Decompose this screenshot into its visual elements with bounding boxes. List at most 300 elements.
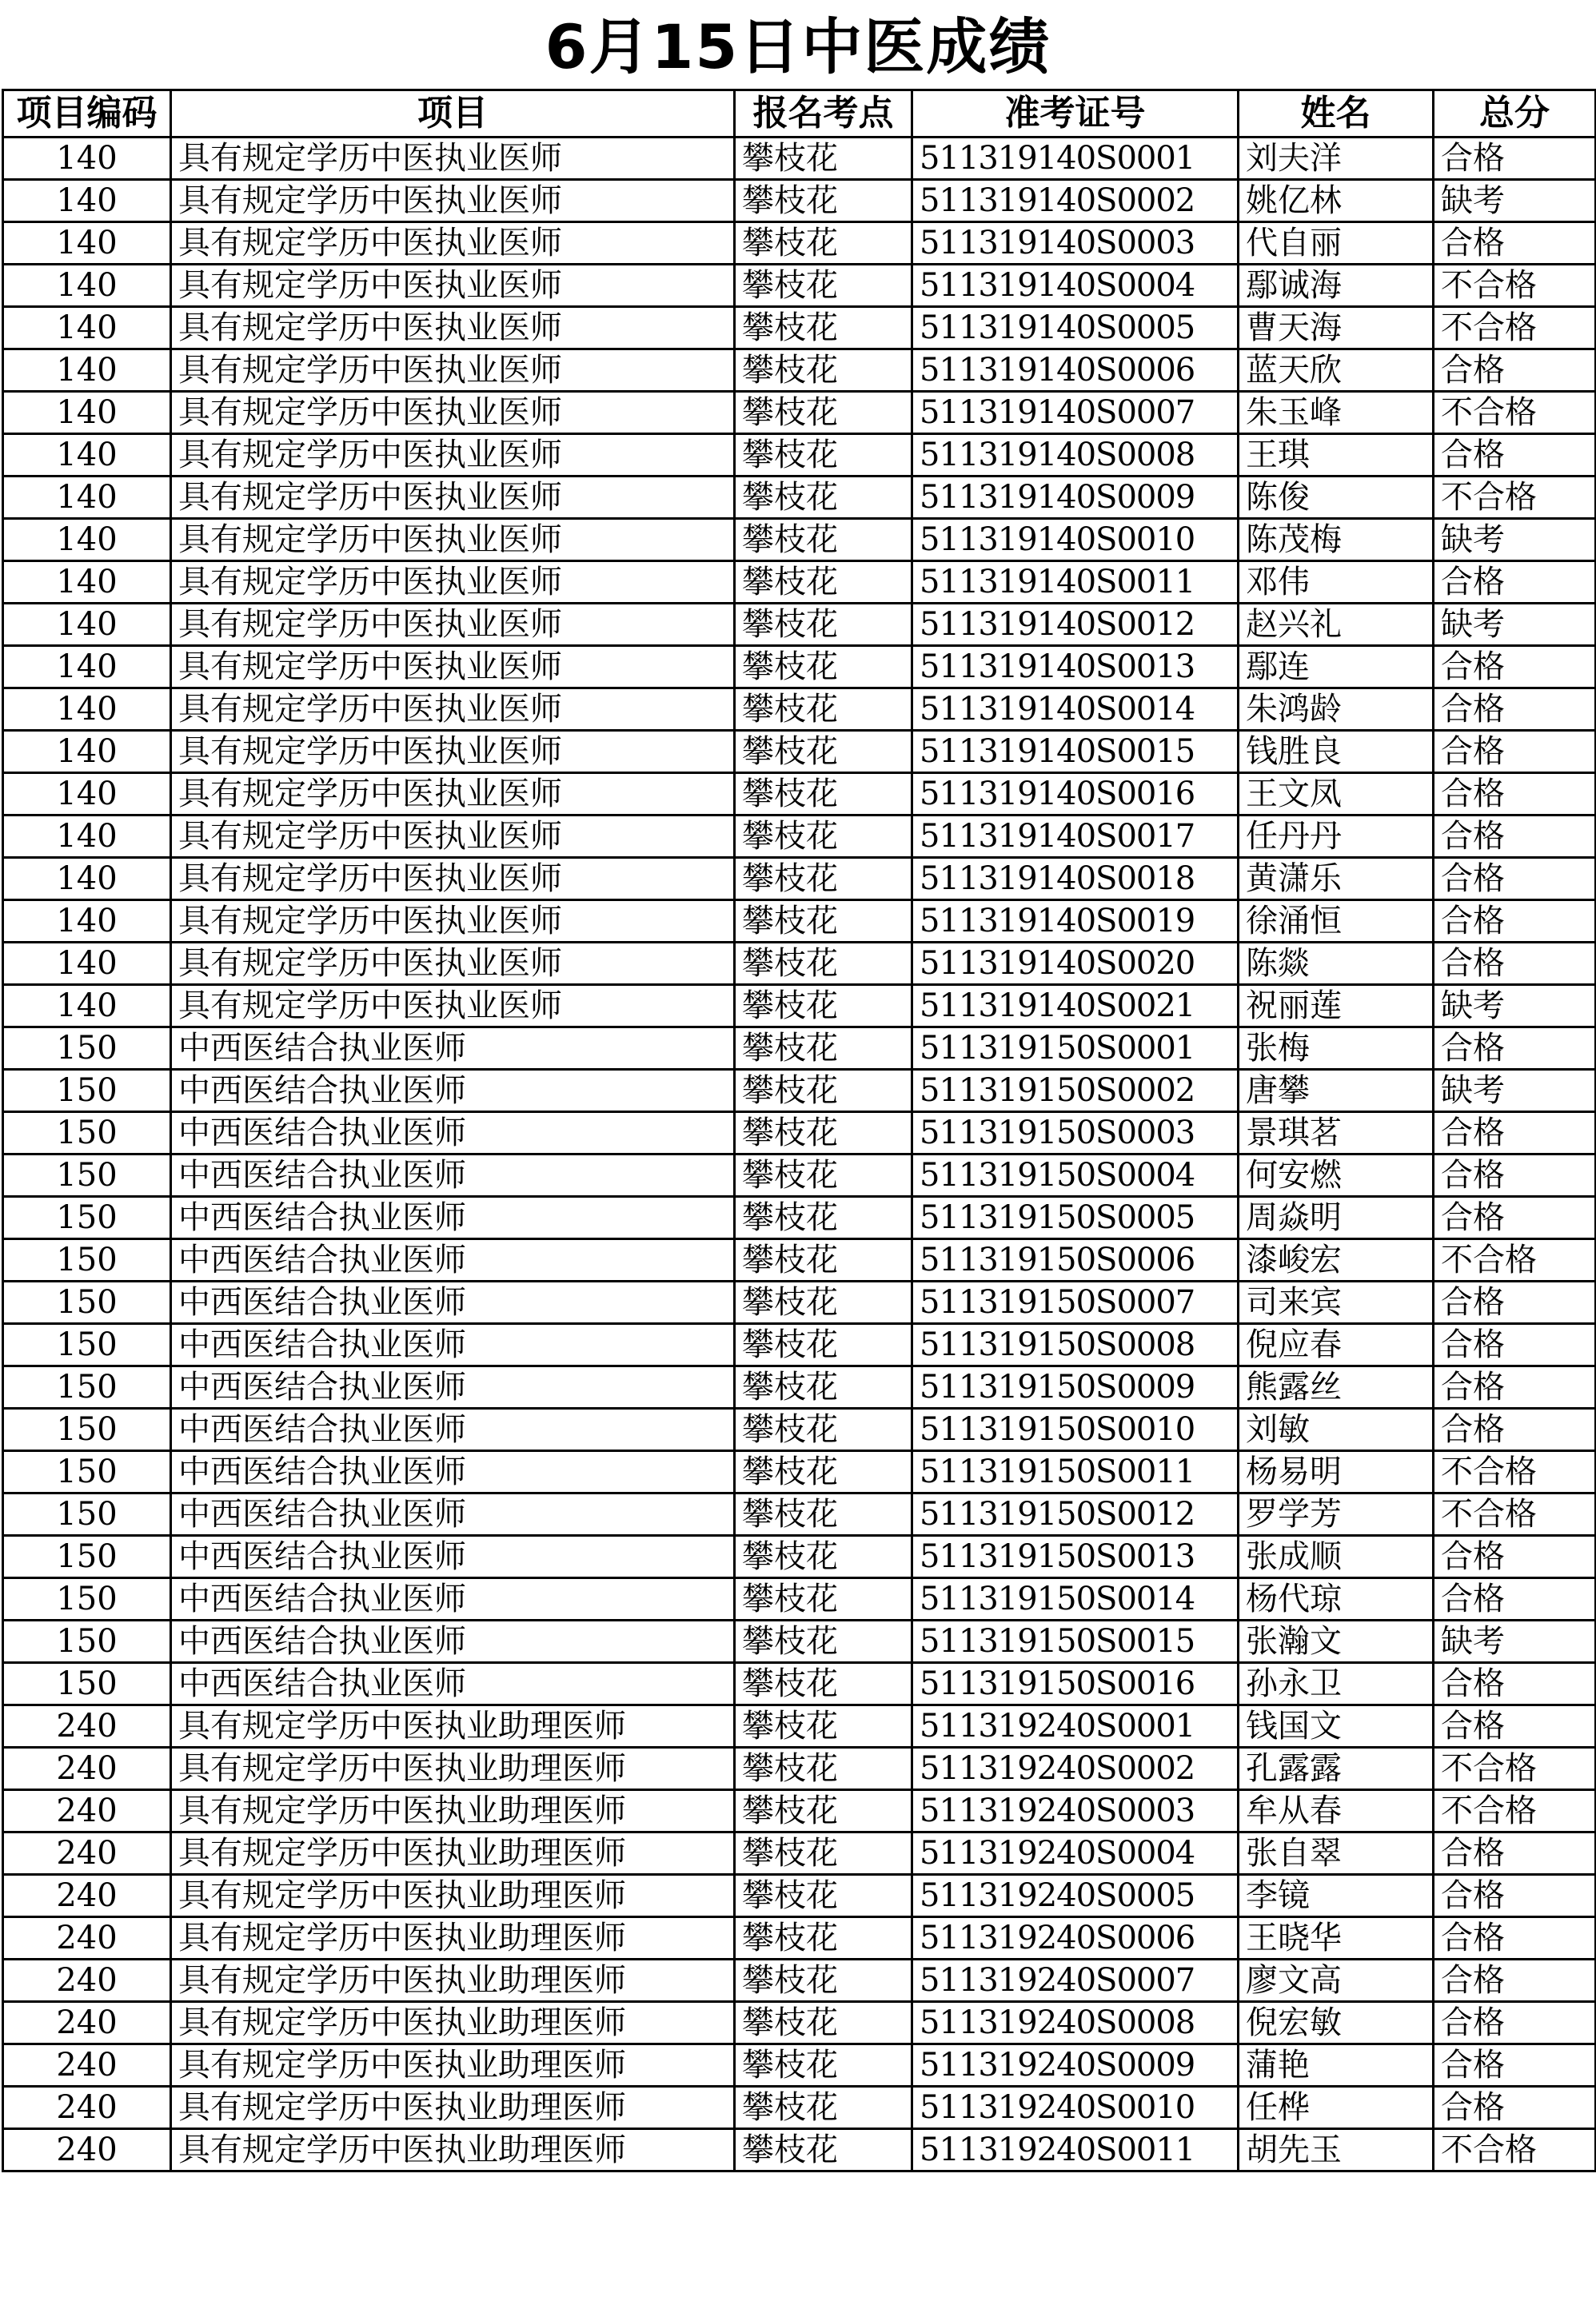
cell-result: 合格	[1434, 138, 1596, 180]
cell-result: 合格	[1434, 943, 1596, 985]
table-row	[3, 1875, 1596, 1917]
cell-site: 攀枝花	[735, 561, 912, 604]
cell-result: 合格	[1434, 1409, 1596, 1451]
column-header-score: 总分	[1434, 90, 1596, 138]
cell-ticket-number: 511319150S0012	[912, 1493, 1239, 1536]
cell-code: 140	[3, 773, 171, 816]
table-row	[3, 943, 1596, 985]
cell-code: 140	[3, 604, 171, 646]
cell-ticket-number: 511319140S0001	[912, 138, 1239, 180]
cell-site: 攀枝花	[735, 1197, 912, 1239]
cell-ticket-number: 511319240S0011	[912, 2129, 1239, 2171]
table-row	[3, 816, 1596, 858]
cell-site: 攀枝花	[735, 1366, 912, 1409]
cell-result: 不合格	[1434, 1451, 1596, 1493]
cell-item: 中西医结合执业医师	[171, 1324, 735, 1366]
cell-ticket-number: 511319150S0001	[912, 1027, 1239, 1070]
cell-ticket-number: 511319140S0010	[912, 519, 1239, 561]
cell-code: 240	[3, 1748, 171, 1790]
cell-name: 钱国文	[1239, 1705, 1434, 1748]
cell-name: 孔露露	[1239, 1748, 1434, 1790]
cell-result: 缺考	[1434, 1070, 1596, 1112]
cell-name: 唐攀	[1239, 1070, 1434, 1112]
cell-code: 150	[3, 1409, 171, 1451]
cell-ticket-number: 511319140S0005	[912, 307, 1239, 349]
cell-name: 刘敏	[1239, 1409, 1434, 1451]
cell-code: 150	[3, 1027, 171, 1070]
cell-site: 攀枝花	[735, 773, 912, 816]
cell-item: 具有规定学历中医执业医师	[171, 519, 735, 561]
column-header-site: 报名考点	[735, 90, 912, 138]
cell-ticket-number: 511319140S0012	[912, 604, 1239, 646]
table-row	[3, 2044, 1596, 2087]
cell-site: 攀枝花	[735, 943, 912, 985]
cell-name: 牟从春	[1239, 1790, 1434, 1832]
cell-result: 合格	[1434, 731, 1596, 773]
cell-result: 合格	[1434, 1112, 1596, 1154]
table-row	[3, 1790, 1596, 1832]
cell-code: 150	[3, 1451, 171, 1493]
cell-code: 140	[3, 816, 171, 858]
cell-site: 攀枝花	[735, 1451, 912, 1493]
cell-ticket-number: 511319140S0018	[912, 858, 1239, 900]
cell-site: 攀枝花	[735, 1027, 912, 1070]
cell-site: 攀枝花	[735, 1154, 912, 1197]
cell-ticket-number: 511319150S0016	[912, 1663, 1239, 1705]
cell-site: 攀枝花	[735, 1832, 912, 1875]
cell-name: 陈茂梅	[1239, 519, 1434, 561]
cell-site: 攀枝花	[735, 2129, 912, 2171]
cell-ticket-number: 511319240S0009	[912, 2044, 1239, 2087]
cell-name: 倪宏敏	[1239, 2002, 1434, 2044]
cell-item: 具有规定学历中医执业助理医师	[171, 2044, 735, 2087]
table-row	[3, 1663, 1596, 1705]
cell-item: 具有规定学历中医执业医师	[171, 349, 735, 392]
column-header-code: 项目编码	[3, 90, 171, 138]
cell-result: 合格	[1434, 222, 1596, 265]
cell-ticket-number: 511319140S0003	[912, 222, 1239, 265]
cell-code: 240	[3, 1917, 171, 1960]
cell-ticket-number: 511319140S0007	[912, 392, 1239, 434]
cell-name: 朱鸿龄	[1239, 688, 1434, 731]
cell-name: 周焱明	[1239, 1197, 1434, 1239]
cell-ticket-number: 511319240S0007	[912, 1960, 1239, 2002]
cell-code: 240	[3, 2002, 171, 2044]
table-row	[3, 1197, 1596, 1239]
cell-site: 攀枝花	[735, 985, 912, 1027]
cell-site: 攀枝花	[735, 1536, 912, 1578]
cell-site: 攀枝花	[735, 477, 912, 519]
cell-site: 攀枝花	[735, 731, 912, 773]
cell-site: 攀枝花	[735, 2087, 912, 2129]
cell-item: 具有规定学历中医执业助理医师	[171, 1705, 735, 1748]
cell-ticket-number: 511319150S0004	[912, 1154, 1239, 1197]
cell-site: 攀枝花	[735, 688, 912, 731]
cell-code: 150	[3, 1070, 171, 1112]
cell-ticket-number: 511319150S0002	[912, 1070, 1239, 1112]
cell-name: 蓝天欣	[1239, 349, 1434, 392]
cell-result: 不合格	[1434, 392, 1596, 434]
cell-site: 攀枝花	[735, 349, 912, 392]
table-row	[3, 731, 1596, 773]
cell-code: 140	[3, 265, 171, 307]
cell-ticket-number: 511319150S0013	[912, 1536, 1239, 1578]
cell-ticket-number: 511319150S0006	[912, 1239, 1239, 1282]
cell-ticket-number: 511319140S0006	[912, 349, 1239, 392]
cell-code: 140	[3, 943, 171, 985]
table-row	[3, 773, 1596, 816]
table-row	[3, 1112, 1596, 1154]
cell-code: 140	[3, 985, 171, 1027]
cell-item: 具有规定学历中医执业医师	[171, 943, 735, 985]
cell-code: 240	[3, 1832, 171, 1875]
cell-site: 攀枝花	[735, 900, 912, 943]
table-row	[3, 1409, 1596, 1451]
cell-code: 140	[3, 349, 171, 392]
cell-item: 具有规定学历中医执业医师	[171, 434, 735, 477]
cell-code: 140	[3, 731, 171, 773]
cell-result: 合格	[1434, 1578, 1596, 1621]
cell-name: 王琪	[1239, 434, 1434, 477]
table-row	[3, 477, 1596, 519]
cell-name: 何安燃	[1239, 1154, 1434, 1197]
cell-item: 中西医结合执业医师	[171, 1409, 735, 1451]
table-row	[3, 1324, 1596, 1366]
cell-item: 中西医结合执业医师	[171, 1621, 735, 1663]
cell-result: 合格	[1434, 2087, 1596, 2129]
cell-site: 攀枝花	[735, 604, 912, 646]
table-row	[3, 265, 1596, 307]
cell-item: 具有规定学历中医执业医师	[171, 900, 735, 943]
table-row	[3, 1451, 1596, 1493]
grade-table	[2, 89, 1596, 2172]
cell-site: 攀枝花	[735, 1409, 912, 1451]
cell-result: 合格	[1434, 1154, 1596, 1197]
cell-code: 140	[3, 307, 171, 349]
cell-site: 攀枝花	[735, 434, 912, 477]
cell-item: 具有规定学历中医执业医师	[171, 561, 735, 604]
cell-site: 攀枝花	[735, 1917, 912, 1960]
cell-result: 合格	[1434, 434, 1596, 477]
table-row	[3, 2002, 1596, 2044]
cell-site: 攀枝花	[735, 1112, 912, 1154]
cell-result: 合格	[1434, 1324, 1596, 1366]
cell-ticket-number: 511319140S0020	[912, 943, 1239, 985]
cell-name: 任丹丹	[1239, 816, 1434, 858]
table-row	[3, 1493, 1596, 1536]
cell-result: 合格	[1434, 858, 1596, 900]
cell-item: 具有规定学历中医执业助理医师	[171, 2002, 735, 2044]
cell-code: 140	[3, 222, 171, 265]
cell-item: 具有规定学历中医执业助理医师	[171, 2087, 735, 2129]
cell-result: 合格	[1434, 773, 1596, 816]
cell-ticket-number: 511319140S0017	[912, 816, 1239, 858]
cell-site: 攀枝花	[735, 858, 912, 900]
table-row	[3, 307, 1596, 349]
cell-site: 攀枝花	[735, 1578, 912, 1621]
cell-item: 具有规定学历中医执业医师	[171, 180, 735, 222]
cell-item: 中西医结合执业医师	[171, 1578, 735, 1621]
cell-ticket-number: 511319150S0015	[912, 1621, 1239, 1663]
cell-item: 中西医结合执业医师	[171, 1197, 735, 1239]
cell-site: 攀枝花	[735, 1070, 912, 1112]
table-row	[3, 1282, 1596, 1324]
cell-result: 合格	[1434, 561, 1596, 604]
cell-item: 具有规定学历中医执业医师	[171, 731, 735, 773]
cell-code: 150	[3, 1536, 171, 1578]
cell-code: 140	[3, 519, 171, 561]
page-title: 6月15日中医成绩	[545, 11, 1051, 82]
cell-site: 攀枝花	[735, 138, 912, 180]
cell-result: 合格	[1434, 1917, 1596, 1960]
table-row	[3, 858, 1596, 900]
cell-result: 合格	[1434, 1197, 1596, 1239]
cell-site: 攀枝花	[735, 1239, 912, 1282]
cell-name: 邓伟	[1239, 561, 1434, 604]
cell-result: 不合格	[1434, 1790, 1596, 1832]
table-header-row	[3, 90, 1596, 138]
table-row	[3, 222, 1596, 265]
cell-name: 胡先玉	[1239, 2129, 1434, 2171]
cell-result: 合格	[1434, 1960, 1596, 2002]
cell-code: 140	[3, 646, 171, 688]
cell-name: 孙永卫	[1239, 1663, 1434, 1705]
cell-item: 中西医结合执业医师	[171, 1027, 735, 1070]
cell-name: 倪应春	[1239, 1324, 1434, 1366]
cell-item: 具有规定学历中医执业医师	[171, 222, 735, 265]
cell-site: 攀枝花	[735, 519, 912, 561]
cell-result: 缺考	[1434, 985, 1596, 1027]
cell-ticket-number: 511319240S0005	[912, 1875, 1239, 1917]
table-row	[3, 646, 1596, 688]
table-row	[3, 1366, 1596, 1409]
cell-name: 王文凤	[1239, 773, 1434, 816]
cell-result: 合格	[1434, 1705, 1596, 1748]
cell-result: 合格	[1434, 1366, 1596, 1409]
cell-item: 中西医结合执业医师	[171, 1070, 735, 1112]
table-row	[3, 1960, 1596, 2002]
cell-code: 240	[3, 2129, 171, 2171]
table-row	[3, 1621, 1596, 1663]
cell-name: 张成顺	[1239, 1536, 1434, 1578]
cell-name: 鄢诚海	[1239, 265, 1434, 307]
cell-result: 合格	[1434, 1832, 1596, 1875]
cell-code: 150	[3, 1366, 171, 1409]
cell-name: 罗学芳	[1239, 1493, 1434, 1536]
cell-ticket-number: 511319140S0008	[912, 434, 1239, 477]
cell-code: 240	[3, 1705, 171, 1748]
cell-result: 缺考	[1434, 519, 1596, 561]
cell-site: 攀枝花	[735, 1790, 912, 1832]
cell-ticket-number: 511319140S0009	[912, 477, 1239, 519]
cell-code: 150	[3, 1197, 171, 1239]
cell-name: 姚亿林	[1239, 180, 1434, 222]
cell-item: 具有规定学历中医执业助理医师	[171, 1748, 735, 1790]
cell-ticket-number: 511319240S0004	[912, 1832, 1239, 1875]
table-row	[3, 1832, 1596, 1875]
cell-name: 鄢连	[1239, 646, 1434, 688]
cell-code: 240	[3, 2044, 171, 2087]
cell-item: 中西医结合执业医师	[171, 1366, 735, 1409]
table-row	[3, 392, 1596, 434]
cell-item: 具有规定学历中医执业医师	[171, 138, 735, 180]
cell-ticket-number: 511319140S0004	[912, 265, 1239, 307]
cell-code: 150	[3, 1493, 171, 1536]
cell-name: 王晓华	[1239, 1917, 1434, 1960]
cell-result: 不合格	[1434, 1748, 1596, 1790]
cell-site: 攀枝花	[735, 1493, 912, 1536]
cell-site: 攀枝花	[735, 1663, 912, 1705]
table-row	[3, 1917, 1596, 1960]
cell-item: 具有规定学历中医执业医师	[171, 646, 735, 688]
cell-name: 张自翠	[1239, 1832, 1434, 1875]
cell-code: 240	[3, 2087, 171, 2129]
cell-site: 攀枝花	[735, 1875, 912, 1917]
cell-item: 中西医结合执业医师	[171, 1536, 735, 1578]
cell-item: 具有规定学历中医执业助理医师	[171, 1917, 735, 1960]
cell-result: 缺考	[1434, 180, 1596, 222]
table-row	[3, 1154, 1596, 1197]
column-header-ticket: 准考证号	[912, 90, 1239, 138]
cell-item: 中西医结合执业医师	[171, 1493, 735, 1536]
cell-item: 具有规定学历中医执业医师	[171, 688, 735, 731]
cell-site: 攀枝花	[735, 1282, 912, 1324]
table-row	[3, 349, 1596, 392]
cell-item: 具有规定学历中医执业医师	[171, 773, 735, 816]
cell-site: 攀枝花	[735, 1960, 912, 2002]
cell-name: 黄潇乐	[1239, 858, 1434, 900]
cell-name: 任桦	[1239, 2087, 1434, 2129]
cell-code: 240	[3, 1960, 171, 2002]
cell-item: 中西医结合执业医师	[171, 1282, 735, 1324]
cell-name: 蒲艳	[1239, 2044, 1434, 2087]
table-row	[3, 1027, 1596, 1070]
cell-ticket-number: 511319240S0002	[912, 1748, 1239, 1790]
cell-site: 攀枝花	[735, 2044, 912, 2087]
table-row	[3, 561, 1596, 604]
cell-site: 攀枝花	[735, 646, 912, 688]
cell-result: 合格	[1434, 1027, 1596, 1070]
cell-ticket-number: 511319150S0009	[912, 1366, 1239, 1409]
cell-site: 攀枝花	[735, 180, 912, 222]
cell-result: 合格	[1434, 2044, 1596, 2087]
cell-name: 张瀚文	[1239, 1621, 1434, 1663]
cell-code: 140	[3, 392, 171, 434]
cell-item: 中西医结合执业医师	[171, 1663, 735, 1705]
cell-item: 中西医结合执业医师	[171, 1154, 735, 1197]
cell-result: 合格	[1434, 349, 1596, 392]
cell-result: 合格	[1434, 1663, 1596, 1705]
cell-item: 具有规定学历中医执业助理医师	[171, 1790, 735, 1832]
cell-name: 李镜	[1239, 1875, 1434, 1917]
cell-code: 150	[3, 1112, 171, 1154]
cell-result: 不合格	[1434, 1493, 1596, 1536]
cell-code: 140	[3, 900, 171, 943]
cell-item: 中西医结合执业医师	[171, 1451, 735, 1493]
table-row	[3, 688, 1596, 731]
cell-site: 攀枝花	[735, 816, 912, 858]
cell-ticket-number: 511319150S0010	[912, 1409, 1239, 1451]
cell-ticket-number: 511319240S0001	[912, 1705, 1239, 1748]
cell-item: 具有规定学历中医执业医师	[171, 816, 735, 858]
cell-code: 140	[3, 434, 171, 477]
cell-code: 140	[3, 477, 171, 519]
cell-item: 中西医结合执业医师	[171, 1239, 735, 1282]
cell-item: 中西医结合执业医师	[171, 1112, 735, 1154]
cell-result: 合格	[1434, 1282, 1596, 1324]
cell-result: 不合格	[1434, 2129, 1596, 2171]
cell-code: 150	[3, 1282, 171, 1324]
cell-item: 具有规定学历中医执业助理医师	[171, 1832, 735, 1875]
cell-item: 具有规定学历中医执业医师	[171, 604, 735, 646]
cell-result: 合格	[1434, 1536, 1596, 1578]
cell-code: 240	[3, 1790, 171, 1832]
cell-result: 不合格	[1434, 477, 1596, 519]
table-body	[3, 138, 1596, 2171]
table-row	[3, 1070, 1596, 1112]
column-header-item: 项目	[171, 90, 735, 138]
cell-item: 具有规定学历中医执业医师	[171, 477, 735, 519]
cell-ticket-number: 511319140S0002	[912, 180, 1239, 222]
table-row	[3, 1705, 1596, 1748]
cell-ticket-number: 511319150S0005	[912, 1197, 1239, 1239]
cell-name: 钱胜良	[1239, 731, 1434, 773]
table-row	[3, 985, 1596, 1027]
cell-name: 景琪茗	[1239, 1112, 1434, 1154]
table-row	[3, 1748, 1596, 1790]
cell-site: 攀枝花	[735, 1705, 912, 1748]
cell-site: 攀枝花	[735, 1621, 912, 1663]
cell-ticket-number: 511319240S0008	[912, 2002, 1239, 2044]
cell-name: 杨代琼	[1239, 1578, 1434, 1621]
cell-code: 140	[3, 688, 171, 731]
cell-item: 具有规定学历中医执业医师	[171, 985, 735, 1027]
cell-item: 具有规定学历中医执业医师	[171, 858, 735, 900]
cell-site: 攀枝花	[735, 222, 912, 265]
cell-ticket-number: 511319150S0003	[912, 1112, 1239, 1154]
cell-ticket-number: 511319150S0011	[912, 1451, 1239, 1493]
cell-ticket-number: 511319150S0014	[912, 1578, 1239, 1621]
cell-ticket-number: 511319140S0019	[912, 900, 1239, 943]
cell-site: 攀枝花	[735, 1324, 912, 1366]
cell-result: 不合格	[1434, 307, 1596, 349]
cell-name: 代自丽	[1239, 222, 1434, 265]
cell-code: 150	[3, 1578, 171, 1621]
cell-code: 150	[3, 1154, 171, 1197]
cell-ticket-number: 511319140S0011	[912, 561, 1239, 604]
cell-result: 缺考	[1434, 1621, 1596, 1663]
cell-site: 攀枝花	[735, 2002, 912, 2044]
cell-item: 具有规定学历中医执业医师	[171, 307, 735, 349]
cell-ticket-number: 511319140S0016	[912, 773, 1239, 816]
cell-result: 合格	[1434, 1875, 1596, 1917]
column-header-name: 姓名	[1239, 90, 1434, 138]
cell-name: 廖文高	[1239, 1960, 1434, 2002]
cell-name: 熊露丝	[1239, 1366, 1434, 1409]
cell-name: 赵兴礼	[1239, 604, 1434, 646]
cell-ticket-number: 511319150S0008	[912, 1324, 1239, 1366]
table-row	[3, 900, 1596, 943]
table-row	[3, 519, 1596, 561]
cell-code: 140	[3, 138, 171, 180]
cell-result: 合格	[1434, 646, 1596, 688]
cell-code: 240	[3, 1875, 171, 1917]
cell-item: 具有规定学历中医执业助理医师	[171, 2129, 735, 2171]
table-row	[3, 1239, 1596, 1282]
table-row	[3, 604, 1596, 646]
cell-site: 攀枝花	[735, 265, 912, 307]
cell-code: 150	[3, 1663, 171, 1705]
